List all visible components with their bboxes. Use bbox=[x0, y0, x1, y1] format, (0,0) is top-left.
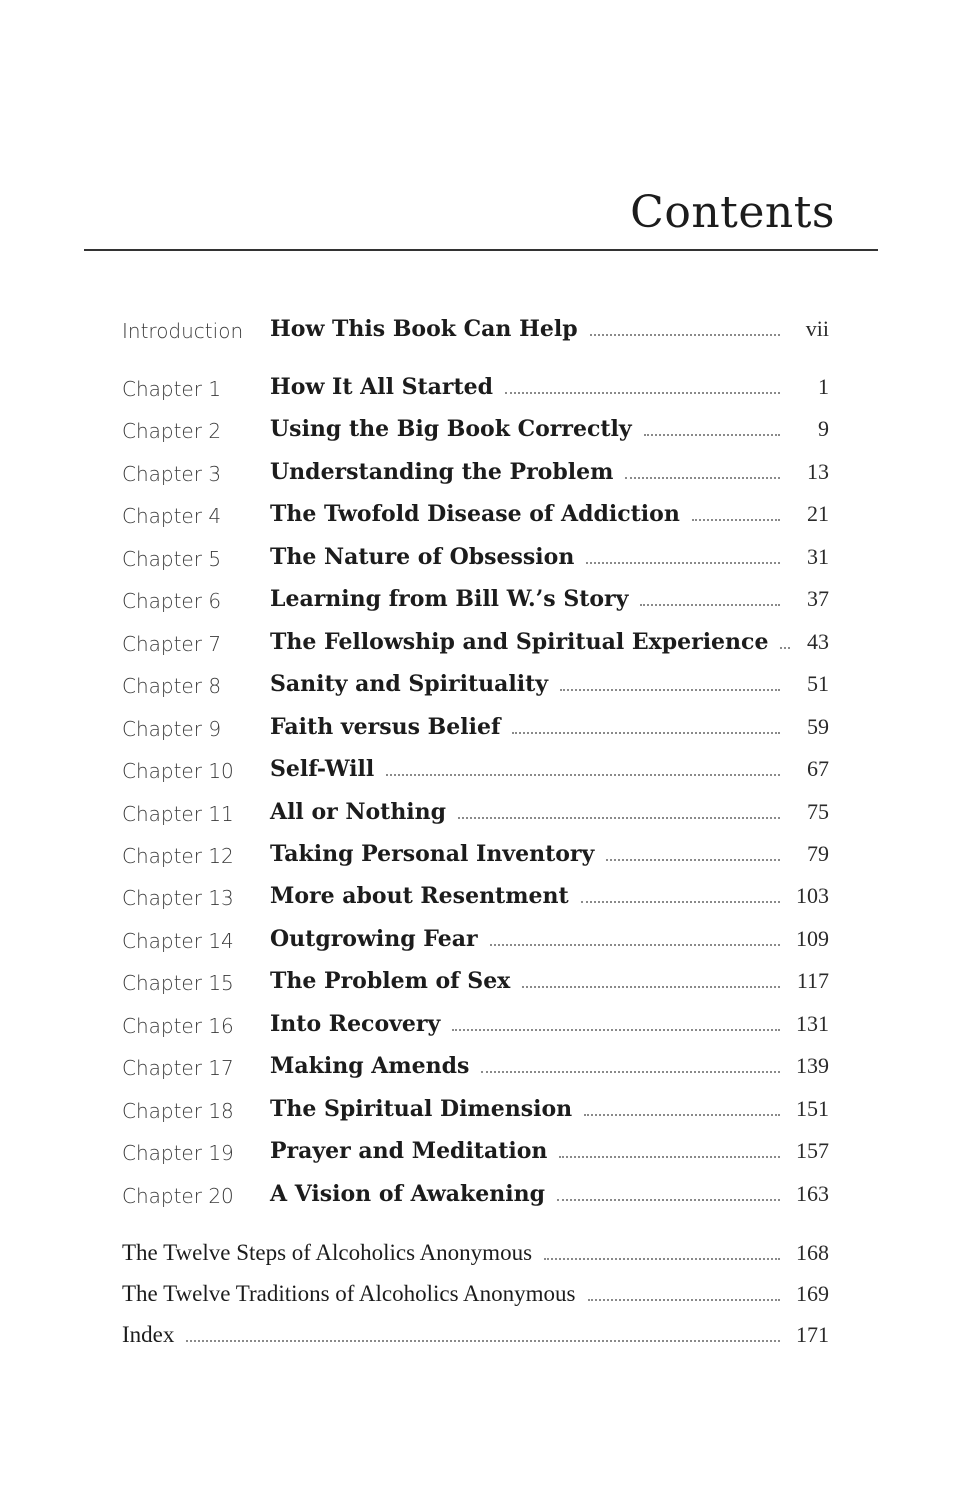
toc-title-link[interactable]: Sanity and Spirituality bbox=[270, 671, 549, 698]
toc-label: Introduction bbox=[122, 319, 244, 343]
dot-leader bbox=[581, 901, 780, 903]
toc-title-link[interactable]: All or Nothing bbox=[270, 798, 447, 825]
toc-entry bbox=[122, 1238, 780, 1270]
toc-title-link[interactable]: The Problem of Sex bbox=[270, 968, 511, 995]
toc-row-chapter[interactable] bbox=[0, 453, 963, 491]
toc-entry bbox=[270, 584, 780, 616]
toc-row-chapter[interactable] bbox=[0, 580, 963, 618]
toc-page-number: 13 bbox=[807, 458, 829, 484]
toc-page-number: 67 bbox=[807, 756, 829, 782]
toc-entry bbox=[270, 1136, 780, 1168]
toc-page-number: 117 bbox=[796, 968, 829, 994]
toc-page-number: vii bbox=[805, 316, 829, 341]
toc-label: Chapter 10 bbox=[122, 759, 234, 784]
toc-page-number: 157 bbox=[796, 1138, 829, 1164]
toc-page-number: 109 bbox=[796, 925, 829, 951]
dot-leader bbox=[452, 1029, 780, 1031]
toc-entry bbox=[270, 1094, 780, 1126]
toc-row-chapter[interactable] bbox=[0, 495, 963, 533]
toc-entry bbox=[270, 669, 780, 701]
toc-page-number: 151 bbox=[796, 1095, 829, 1121]
title-rule bbox=[84, 249, 878, 251]
toc-title-link[interactable]: The Nature of Obsession bbox=[270, 543, 575, 570]
toc-row-chapter[interactable] bbox=[0, 708, 963, 746]
toc-entry bbox=[270, 881, 780, 913]
toc-row-back-matter[interactable] bbox=[0, 1316, 963, 1354]
toc-page-number: 131 bbox=[796, 1010, 829, 1036]
toc-row-chapter[interactable] bbox=[0, 962, 963, 1000]
toc-row-chapter[interactable] bbox=[0, 1005, 963, 1043]
toc-title-link[interactable]: The Twelve Traditions of Alcoholics Anonymous bbox=[122, 1281, 576, 1306]
toc-page-number: 75 bbox=[807, 798, 829, 824]
toc-label: Chapter 1 bbox=[122, 377, 222, 401]
dot-leader bbox=[584, 1114, 780, 1116]
toc-row-chapter[interactable] bbox=[0, 1132, 963, 1170]
toc-label: Chapter 3 bbox=[122, 461, 222, 486]
toc-title-link[interactable]: Using the Big Book Correctly bbox=[270, 416, 632, 443]
toc-label: Chapter 9 bbox=[122, 716, 222, 741]
dot-leader bbox=[386, 774, 780, 776]
toc-entry bbox=[270, 499, 780, 531]
toc-entry bbox=[122, 1279, 780, 1311]
toc-entry bbox=[270, 542, 780, 574]
toc-entry bbox=[270, 754, 780, 786]
toc-row-chapter[interactable] bbox=[0, 835, 963, 873]
toc-page-number: 168 bbox=[796, 1240, 829, 1265]
toc-title-link[interactable]: The Fellowship and Spiritual Experience bbox=[270, 628, 769, 655]
toc-label: Chapter 5 bbox=[122, 546, 222, 571]
toc-row-chapter[interactable] bbox=[0, 368, 963, 406]
toc-title-link[interactable]: The Twofold Disease of Addiction bbox=[270, 501, 680, 528]
toc-entry bbox=[270, 1009, 780, 1041]
toc-title-link[interactable]: How It All Started bbox=[270, 374, 494, 400]
dot-leader bbox=[606, 859, 780, 861]
toc-row-chapter[interactable] bbox=[0, 410, 963, 448]
toc-label: Chapter 4 bbox=[122, 504, 222, 529]
toc-page-number: 59 bbox=[807, 713, 829, 739]
toc-entry bbox=[270, 414, 780, 446]
toc-page-number: 139 bbox=[796, 1053, 829, 1079]
toc-row-chapter[interactable] bbox=[0, 623, 963, 661]
toc-title-link[interactable]: Outgrowing Fear bbox=[270, 925, 478, 952]
toc-title-link[interactable]: Taking Personal Inventory bbox=[270, 840, 595, 867]
toc-label: Chapter 20 bbox=[122, 1183, 234, 1208]
toc-page-number: 163 bbox=[796, 1180, 829, 1206]
toc-title-link[interactable]: Index bbox=[122, 1322, 175, 1347]
toc-row-chapter[interactable] bbox=[0, 1175, 963, 1213]
dot-leader bbox=[588, 1299, 781, 1301]
dot-leader bbox=[544, 1258, 780, 1260]
toc-title-link[interactable]: Making Amends bbox=[270, 1053, 470, 1080]
toc-page-number: 9 bbox=[818, 416, 829, 442]
toc-row-chapter[interactable] bbox=[0, 1090, 963, 1128]
toc-entry bbox=[270, 1051, 780, 1083]
toc-entry bbox=[270, 1179, 780, 1211]
toc-row-chapter[interactable] bbox=[0, 920, 963, 958]
toc-row-chapter[interactable] bbox=[0, 750, 963, 788]
toc-page-number: 1 bbox=[818, 374, 829, 399]
toc-page-number: 51 bbox=[807, 671, 829, 697]
toc-entry bbox=[270, 966, 780, 998]
toc-title-link[interactable]: Learning from Bill W.’s Story bbox=[270, 586, 629, 613]
toc-label: Chapter 18 bbox=[122, 1098, 234, 1123]
dot-leader bbox=[186, 1340, 780, 1342]
toc-page-number: 21 bbox=[807, 501, 829, 527]
toc-label: Chapter 15 bbox=[122, 971, 234, 996]
toc-label: Chapter 7 bbox=[122, 631, 222, 656]
dot-leader bbox=[625, 477, 780, 479]
toc-label: Chapter 12 bbox=[122, 843, 234, 868]
toc-title-link[interactable]: How This Book Can Help bbox=[270, 316, 578, 342]
toc-page-number: 31 bbox=[807, 543, 829, 569]
toc-title-link[interactable]: Prayer and Meditation bbox=[270, 1138, 548, 1165]
dot-leader bbox=[590, 334, 780, 336]
dot-leader bbox=[640, 604, 780, 606]
toc-page-number: 43 bbox=[807, 628, 829, 654]
toc-row-back-matter[interactable] bbox=[0, 1275, 963, 1313]
page-title: Contents bbox=[630, 187, 835, 238]
toc-page-number: 79 bbox=[807, 840, 829, 866]
toc-label: Chapter 2 bbox=[122, 419, 222, 444]
dot-leader bbox=[522, 986, 780, 988]
toc-entry bbox=[270, 924, 780, 956]
toc-title-link[interactable]: Faith versus Belief bbox=[270, 713, 501, 740]
toc-entry bbox=[122, 1320, 780, 1352]
dot-leader bbox=[505, 392, 780, 394]
toc-row-chapter[interactable] bbox=[0, 793, 963, 831]
toc-row-chapter[interactable] bbox=[0, 665, 963, 703]
dot-leader bbox=[560, 689, 780, 691]
toc-page-number: 171 bbox=[796, 1322, 829, 1347]
toc-row-introduction[interactable] bbox=[0, 310, 963, 348]
toc-label: Chapter 13 bbox=[122, 886, 234, 911]
toc-entry bbox=[270, 457, 780, 489]
toc-title-link[interactable]: The Spiritual Dimension bbox=[270, 1095, 573, 1122]
dot-leader bbox=[780, 647, 790, 649]
dot-leader bbox=[557, 1199, 780, 1201]
toc-label: Chapter 8 bbox=[122, 674, 222, 699]
dot-leader bbox=[490, 944, 780, 946]
toc-label: Chapter 16 bbox=[122, 1013, 234, 1038]
toc-title-link[interactable]: The Twelve Steps of Alcoholics Anonymous bbox=[122, 1240, 533, 1265]
dot-leader bbox=[559, 1156, 780, 1158]
toc-entry bbox=[270, 797, 780, 829]
toc-entry bbox=[270, 314, 780, 346]
toc-row-back-matter[interactable] bbox=[0, 1234, 963, 1272]
toc-title-link[interactable]: Self-Will bbox=[270, 756, 375, 783]
toc-entry bbox=[270, 372, 780, 404]
dot-leader bbox=[458, 817, 780, 819]
toc-row-chapter[interactable] bbox=[0, 538, 963, 576]
dot-leader bbox=[692, 519, 780, 521]
toc-title-link[interactable]: A Vision of Awakening bbox=[270, 1180, 545, 1207]
dot-leader bbox=[644, 434, 780, 436]
toc-entry bbox=[270, 712, 780, 744]
toc-page-number: 103 bbox=[796, 883, 829, 909]
toc-page-number: 169 bbox=[796, 1281, 829, 1306]
toc-title-link[interactable]: More about Resentment bbox=[270, 883, 569, 910]
toc-entry bbox=[270, 627, 780, 659]
toc-row-chapter[interactable] bbox=[0, 877, 963, 915]
toc-label: Chapter 14 bbox=[122, 928, 234, 953]
toc-row-chapter[interactable] bbox=[0, 1047, 963, 1085]
toc-title-link[interactable]: Understanding the Problem bbox=[270, 458, 614, 485]
toc-label: Chapter 11 bbox=[122, 801, 234, 826]
toc-label: Chapter 6 bbox=[122, 589, 222, 614]
toc-entry bbox=[270, 839, 780, 871]
toc-label: Chapter 17 bbox=[122, 1056, 234, 1081]
dot-leader bbox=[512, 732, 780, 734]
toc-title-link[interactable]: Into Recovery bbox=[270, 1010, 441, 1037]
dot-leader bbox=[586, 562, 780, 564]
dot-leader bbox=[481, 1071, 780, 1073]
toc-label: Chapter 19 bbox=[122, 1141, 234, 1166]
toc-page-number: 37 bbox=[807, 586, 829, 612]
